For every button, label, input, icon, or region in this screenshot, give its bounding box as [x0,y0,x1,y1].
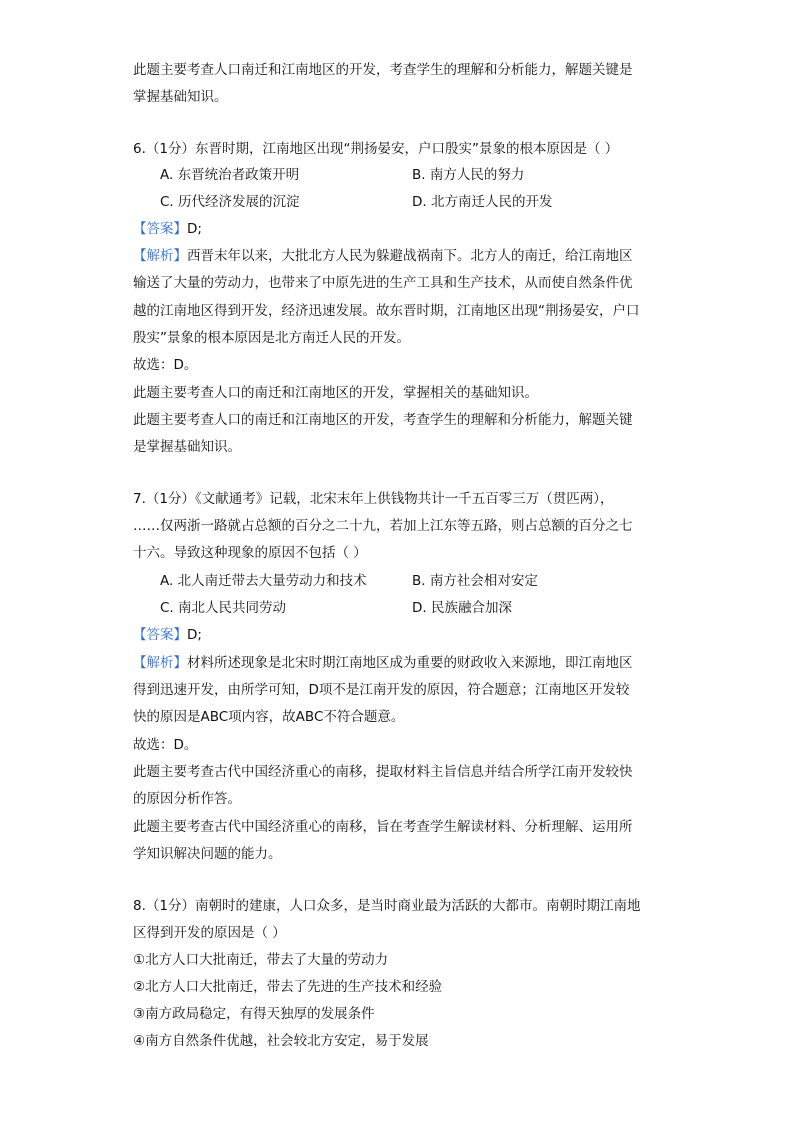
q6-option-a: A. 东晋统治者政策开明 [160,167,300,183]
q6-option-c: C. 历代经济发展的沉淀 [160,194,300,210]
intro-line-2: 掌握基础知识。 [133,89,228,105]
q8-item-1: ①北方人口大批南迁，带去了大量的劳动力 [133,952,389,968]
q7-option-d: D. 民族融合加深 [412,600,512,616]
q7-analysis-line-1 [133,654,633,672]
q7-note-4: 学知识解决问题的能力。 [133,846,282,862]
q7-stem-2: ……仅两浙一路就占总额的百分之二十九，若加上江东等五路，则占总额的百分之七 [133,518,633,534]
q7-analysis-line-3: 快的原因是ABC项内容，故ABC不符合题意。 [133,709,405,725]
analysis-tag: 【解析】 [133,248,187,264]
q7-note-2: 的原因分析作答。 [133,791,241,807]
intro-line-1: 此题主要考查人口南迁和江南地区的开发，考查学生的理解和分析能力，解题关键是 [133,62,633,78]
q7-analysis-line-2: 得到迅速开发，由所学可知，D项不是江南开发的原因，符合题意；江南地区开发较 [133,682,630,698]
answer-tag: 【答案】 [133,627,187,643]
q6-analysis-line-2: 输送了大量的劳动力，也带来了中原先进的生产工具和生产技术，从而使自然条件优 [133,275,633,291]
q7-analysis-text-1: 材料所述现象是北宋时期江南地区成为重要的财政收入来源地，即江南地区 [187,655,633,671]
q7-stem-3: 十六。导致这种现象的原因不包括（ ） [133,545,367,561]
q7-answer [133,626,202,644]
q7-option-a: A. 北人南迁带去大量劳动力和技术 [160,573,367,589]
answer-tag: 【答案】 [133,221,187,237]
q8-item-3: ③南方政局稳定，有得天独厚的发展条件 [133,1006,375,1022]
q7-option-c: C. 南北人民共同劳动 [160,600,287,616]
q7-stem-1: 7.（1分）《文献通考》记载，北宋末年上供钱物共计一千五百零三万（贯匹两）， [133,491,614,507]
q6-option-d: D. 北方南迁人民的开发 [412,194,553,210]
q6-stem: 6.（1分）东晋时期，江南地区出现“荆扬晏安，户口殷实”景象的根本原因是（ ） [133,141,619,157]
q6-choose: 故选：D。 [133,357,198,373]
q6-answer [133,220,202,238]
q8-stem-1: 8.（1分）南朝时的建康，人口众多，是当时商业最为活跃的大都市。南朝时期江南地 [133,898,641,914]
q8-item-2: ②北方人口大批南迁，带去了先进的生产技术和经验 [133,979,443,995]
q8-stem-2: 区得到开发的原因是（ ） [133,925,286,941]
q7-choose: 故选：D。 [133,737,198,753]
q6-analysis-line-4: 殷实”景象的根本原因是北方南迁人民的开发。 [133,330,410,346]
q6-note-2: 此题主要考查人口的南迁和江南地区的开发，考查学生的理解和分析能力，解题关键 [133,412,633,428]
q7-note-1: 此题主要考查古代中国经济重心的南移，提取材料主旨信息并结合所学江南开发较快 [133,764,633,780]
q7-note-3: 此题主要考查古代中国经济重心的南移，旨在考查学生解读材料、分析理解、运用所 [133,819,633,835]
q6-analysis-line-1 [133,247,633,265]
q7-answer-value: D; [187,627,202,643]
q6-analysis-line-3: 越的江南地区得到开发，经济迅速发展。故东晋时期，江南地区出现“荆扬晏安，户口 [133,303,640,319]
q8-item-4: ④南方自然条件优越，社会较北方安定，易于发展 [133,1033,429,1049]
q6-note-3: 是掌握基础知识。 [133,439,241,455]
analysis-tag: 【解析】 [133,655,187,671]
q6-option-b: B. 南方人民的努力 [412,167,525,183]
q6-answer-value: D; [187,221,202,237]
q7-option-b: B. 南方社会相对安定 [412,573,538,589]
q6-analysis-text-1: 西晋末年以来，大批北方人民为躲避战祸南下。北方人的南迁，给江南地区 [187,248,633,264]
q6-note-1: 此题主要考查人口的南迁和江南地区的开发，掌握相关的基础知识。 [133,385,538,401]
